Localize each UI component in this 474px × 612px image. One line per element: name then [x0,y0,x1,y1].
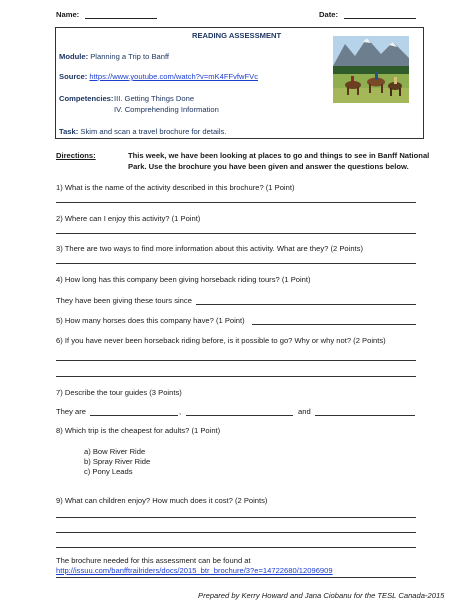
answer-line[interactable] [56,376,416,377]
question-4-prompt: They have been giving these tours since [56,296,192,305]
question-5: 5) How many horses does this company have? (1 Point) [56,316,245,325]
module-row [59,52,169,61]
brochure-note: The brochure needed for this assessment can be found at [56,556,251,565]
module-label: Module: [59,52,89,61]
name-field[interactable] [85,18,157,19]
directions-line-2: Park. Use the brochure you have been given and answer the questions below. [128,162,409,171]
directions-line-1: This week, we have been looking at places to go and things to see in Banff National [128,151,430,160]
divider-line [56,577,416,578]
source-link[interactable]: https://www.youtube.com/watch?v=mK4FFvfwFVc [89,72,259,81]
answer-line[interactable] [56,263,416,264]
footer-credit: Prepared by Kerry Howard and Jana Ciobanu for the TESL Canada-2015 [198,591,445,600]
answer-line[interactable] [56,532,416,533]
answer-line[interactable] [56,547,416,548]
answer-line[interactable] [56,517,416,518]
answer-line[interactable] [56,202,416,203]
and-label: and [298,407,311,416]
option-b[interactable]: b) Spray River Ride [84,457,151,466]
answer-line[interactable] [252,324,416,325]
question-4: 4) How long has this company been giving horseback riding tours? (1 Point) [56,275,311,284]
answer-line[interactable] [315,415,415,416]
answer-line[interactable] [90,415,178,416]
brochure-link[interactable]: http://issuu.com/banfftrailriders/docs/2015_btr_brochure/3?e=14722680/12096909 [56,566,333,575]
module-value: Planning a Trip to Banff [90,52,170,61]
answer-line[interactable] [56,360,416,361]
competencies-label: Competencies: [59,94,114,103]
option-c[interactable]: c) Pony Leads [84,467,133,476]
name-label: Name: [56,10,80,19]
comma-separator: , [179,407,182,416]
question-1: 1) What is the name of the activity described in this brochure? (1 Point) [56,183,295,192]
question-3: 3) There are two ways to find more information about this activity. What are they? (2 Points) [56,244,363,253]
horseback-riders-photo [333,36,409,103]
source-label: Source: [59,72,88,81]
option-a[interactable]: a) Bow River Ride [84,447,146,456]
task-row [59,127,226,136]
question-2: 2) Where can I enjoy this activity? (1 Point) [56,214,201,223]
directions-label: Directions: [56,151,96,160]
competency-2: IV. Comprehending Information [114,105,219,114]
answer-line[interactable] [56,233,416,234]
competency-1: III. Getting Things Done [114,94,195,103]
question-9: 9) What can children enjoy? How much does it cost? (2 Points) [56,496,268,505]
question-6: 6) If you have never been horseback riding before, is it possible to go? Why or why not? (2 Points) [56,336,386,345]
they-are-label: They are [56,407,86,416]
date-label: Date: [319,10,338,19]
question-8: 8) Which trip is the cheapest for adults? (1 Point) [56,426,221,435]
question-7: 7) Describe the tour guides (3 Points) [56,388,182,397]
date-field[interactable] [344,18,416,19]
task-label: Task: [59,127,79,136]
answer-line[interactable] [186,415,293,416]
task-value: Skim and scan a travel brochure for details. [80,127,227,136]
answer-line[interactable] [196,304,416,305]
assessment-title: READING ASSESSMENT [192,31,282,40]
source-row [59,72,258,81]
